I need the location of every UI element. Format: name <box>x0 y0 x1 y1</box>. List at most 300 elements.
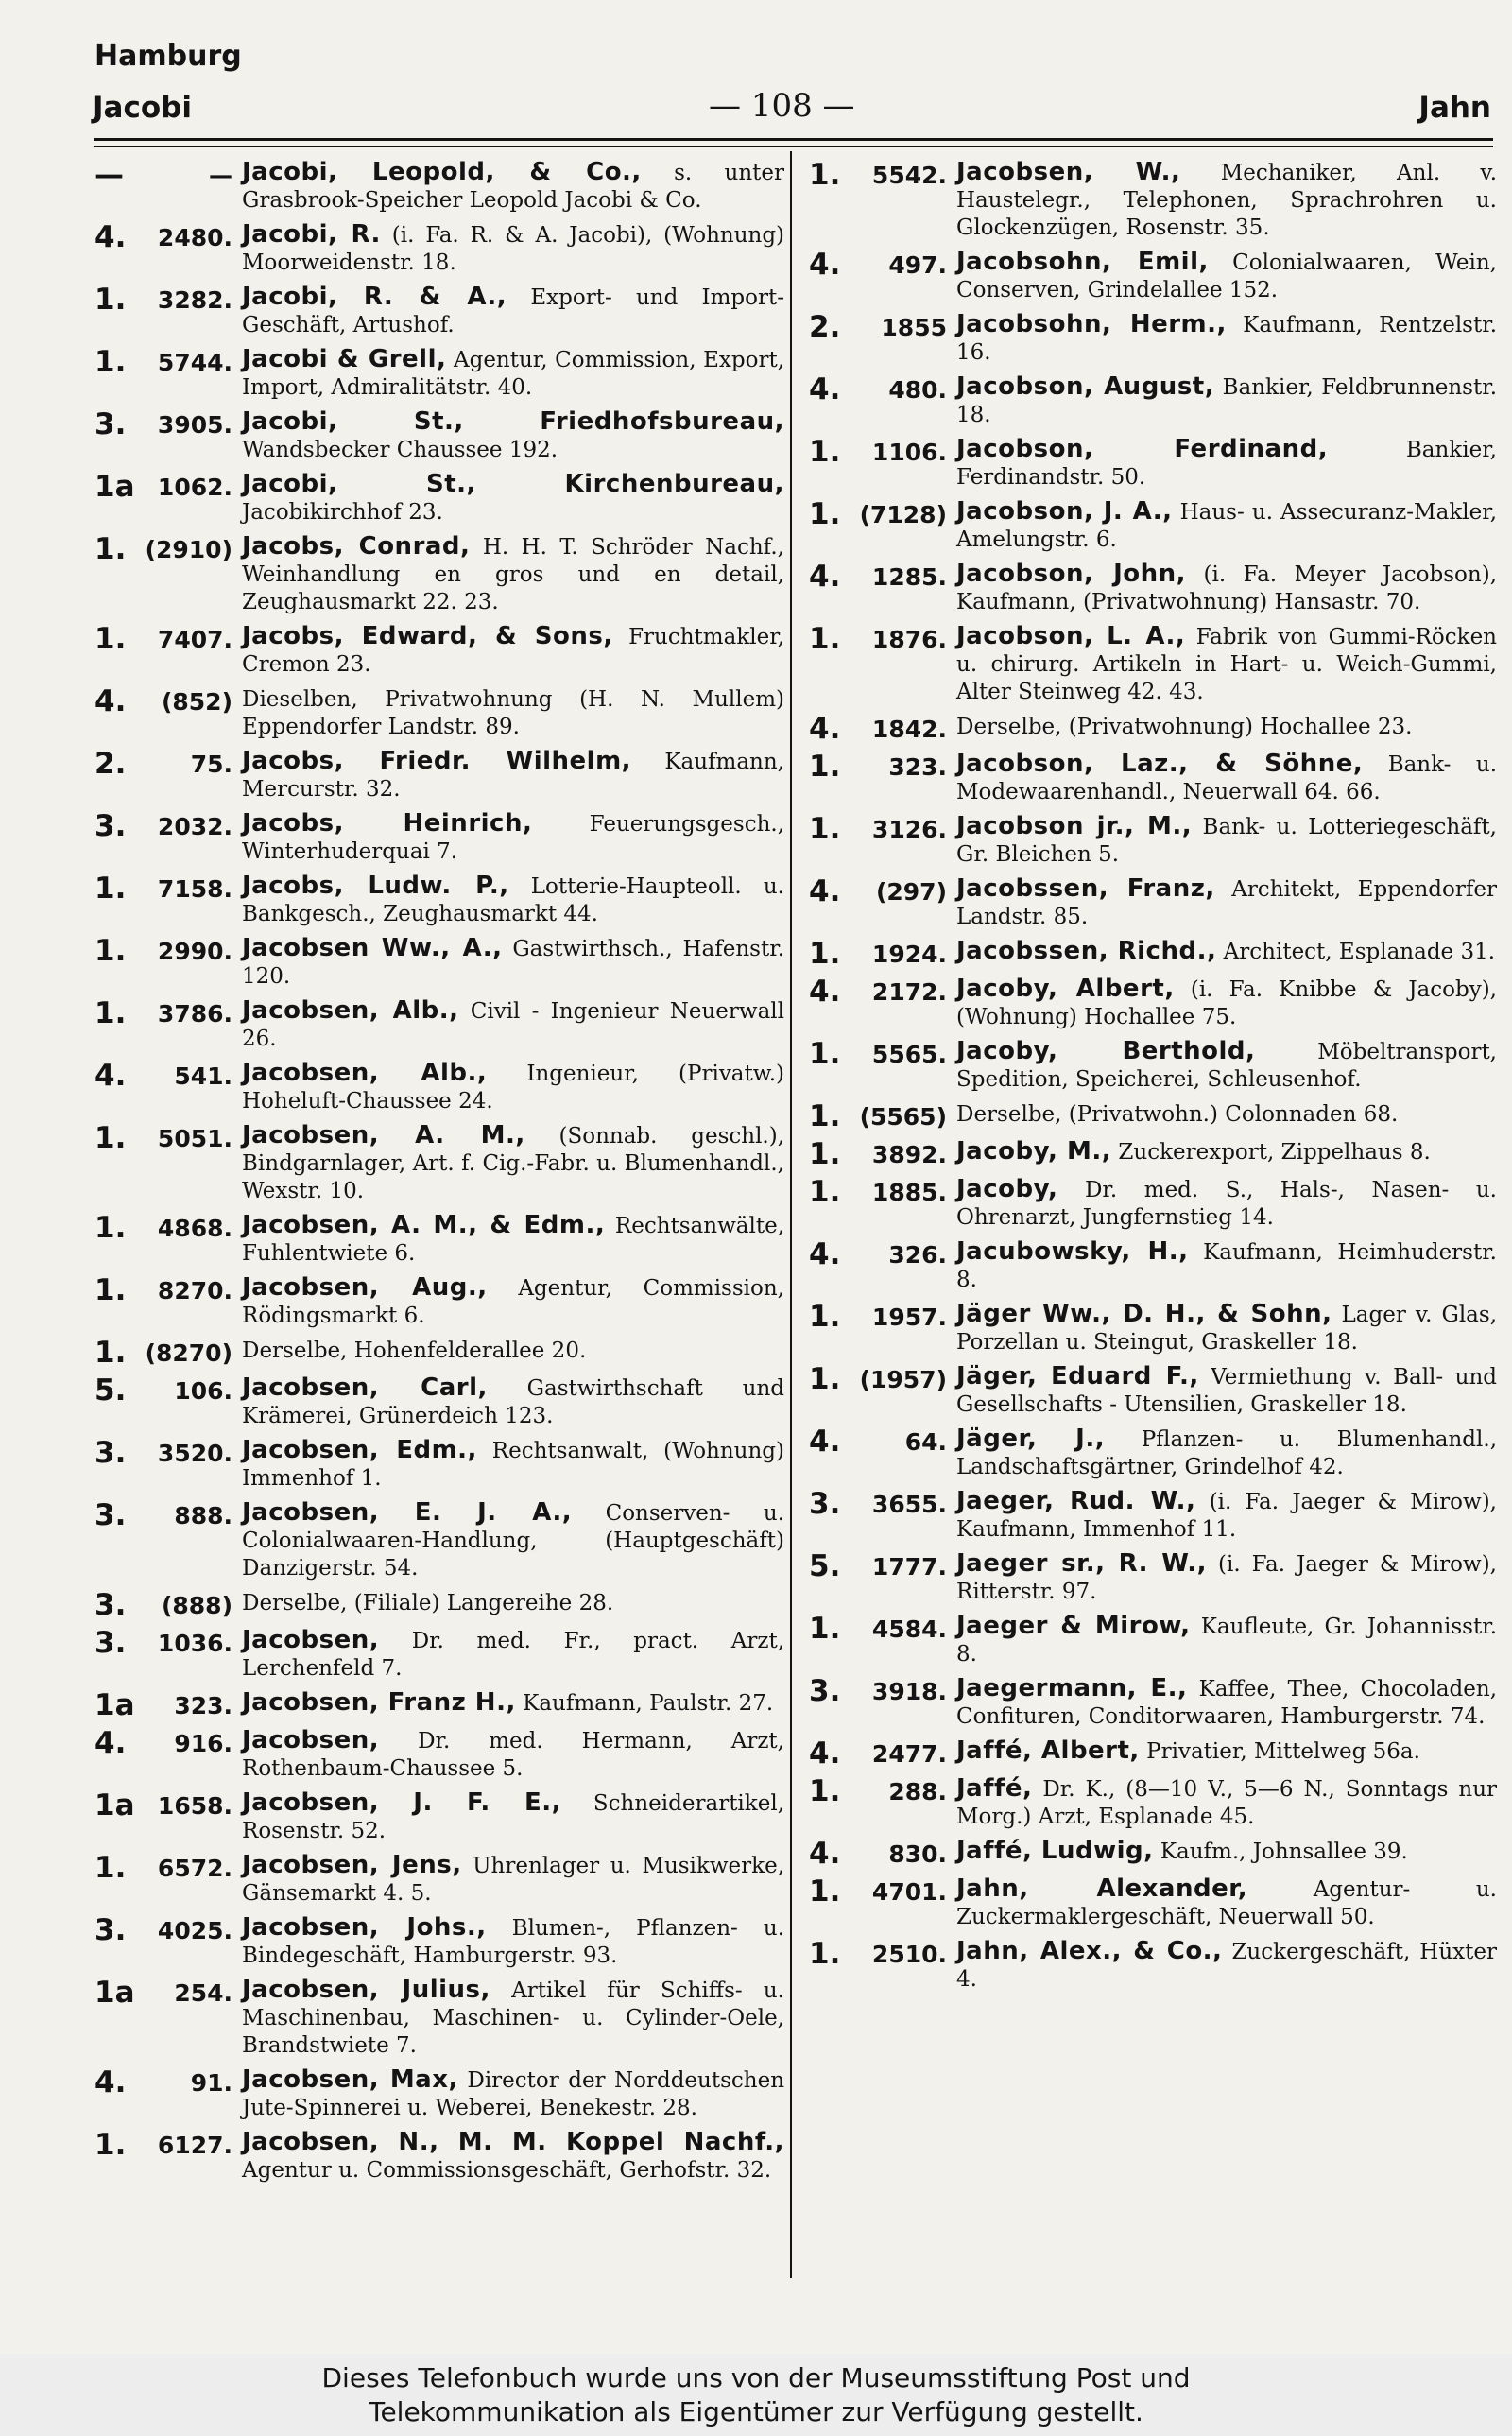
entry-number: 254. <box>174 1979 232 2007</box>
directory-entry <box>94 1977 784 2060</box>
entry-number: 4701. <box>871 1878 947 1906</box>
entry-text <box>242 1274 784 1330</box>
entry-name: Jahn, Alex., & Co., <box>956 1937 1223 1965</box>
entry-number: 2172. <box>871 978 947 1006</box>
entry-exchange: 1. <box>94 996 127 1030</box>
entry-exchange: 1. <box>809 1099 841 1133</box>
entry-name: Jacobson, August, <box>956 372 1215 401</box>
entry-name: Jaeger, Rud. W., <box>956 1487 1196 1515</box>
entry-exchange: 4. <box>809 712 841 746</box>
entry-details: Rechtsanwälte, Fuhlentwiete 6. <box>242 1214 785 1266</box>
entry-details: Agentur, Commission, Export, Import, Admiralitätstr. 40. <box>242 348 785 400</box>
directory-entry <box>809 159 1497 242</box>
entry-details: Dr. med. Hermann, Arzt, Rothenbaum-Chaussee 5. <box>242 1729 784 1781</box>
entry-text <box>956 1363 1497 1419</box>
entry-details: Export- und Import-Geschäft, Artushof. <box>242 285 784 337</box>
directory-entry <box>809 249 1497 304</box>
entry-text <box>956 373 1497 429</box>
entry-number: 75. <box>190 751 232 778</box>
entry-text <box>242 997 784 1053</box>
directory-entry <box>94 346 784 402</box>
entry-name: Jacobsen, Alb., <box>242 1059 488 1087</box>
entry-text <box>956 1737 1497 1769</box>
entry-number: 888. <box>174 1502 232 1529</box>
entry-details: Colonialwaaren, Wein, Conserven, Grindelallee 152. <box>956 251 1497 302</box>
entry-number: — <box>209 162 232 189</box>
entry-exchange: 3. <box>94 1626 127 1660</box>
entry-text <box>242 1689 784 1720</box>
entry-text <box>242 623 784 679</box>
entry-name: Jacubowsky, H., <box>956 1237 1189 1266</box>
entry-exchange: 1. <box>94 622 127 656</box>
directory-entry <box>809 1425 1497 1481</box>
entry-name: Jacobson, Ferdinand, <box>956 435 1329 463</box>
entry-text <box>242 159 784 215</box>
entry-exchange: 3. <box>809 1674 841 1708</box>
entry-text <box>242 2066 784 2122</box>
entry-number: 1658. <box>157 1792 232 1820</box>
entry-name: Jacoby, <box>956 1175 1058 1203</box>
entry-number: 3126. <box>871 816 947 843</box>
entry-number: 5744. <box>157 349 232 376</box>
entry-number: 1855 <box>881 314 947 341</box>
entry-details: Bankier, Feldbrunnenstr. 18. <box>956 375 1498 427</box>
directory-entry <box>94 685 784 741</box>
entry-number: 3282. <box>157 286 232 314</box>
entry-number: 1777. <box>871 1553 947 1581</box>
entry-text <box>242 810 784 866</box>
entry-exchange: 1a <box>94 1688 135 1722</box>
entry-text <box>242 2129 784 2185</box>
entry-details: (i. Fa. Knibbe & Jacoby), (Wohnung) Hochallee 75. <box>956 977 1497 1029</box>
entry-name: Jacobi, R. & A., <box>242 283 507 311</box>
directory-entry <box>94 2129 784 2185</box>
entry-exchange: 1. <box>809 750 841 784</box>
entry-text <box>956 159 1497 242</box>
entry-name: Jäger, Eduard F., <box>956 1362 1199 1391</box>
entry-name: Jacobsohn, Herm., <box>956 310 1227 338</box>
entry-name: Jacobsen, A. M., & Edm., <box>242 1211 606 1239</box>
entry-text <box>956 1613 1497 1668</box>
entry-name: Jacobs, Heinrich, <box>242 809 533 838</box>
directory-entry <box>809 373 1497 429</box>
directory-entry <box>94 1437 784 1493</box>
entry-exchange: 1. <box>809 1300 841 1334</box>
entry-exchange: 4. <box>94 2065 127 2099</box>
entry-text <box>956 1775 1497 1831</box>
entry-details: Haus- u. Assecuranz-Makler, Amelungstr. 6. <box>956 500 1497 552</box>
entry-exchange: 1. <box>94 283 127 317</box>
entry-name: Jacobson, John, <box>956 560 1187 588</box>
directory-entry <box>94 935 784 991</box>
entry-number: 916. <box>174 1730 232 1757</box>
entry-details: Agentur- u. Zuckermaklergeschäft, Neuerwall 50. <box>956 1877 1497 1929</box>
entry-number: 1106. <box>871 439 947 466</box>
entry-exchange: 1a <box>94 1976 135 2010</box>
entry-number: 480. <box>888 376 947 404</box>
entry-name: Jacobson jr., M., <box>956 812 1193 840</box>
directory-entry <box>809 1238 1497 1294</box>
directory-entry <box>94 221 784 277</box>
entry-text <box>956 623 1497 706</box>
entry-exchange: 1. <box>809 497 841 531</box>
header-rule-thick <box>94 138 1493 141</box>
entry-text <box>956 1176 1497 1232</box>
entry-exchange: 4. <box>809 372 841 406</box>
directory-entry <box>94 1374 784 1430</box>
entry-text <box>956 1938 1497 1994</box>
entry-number: (2910) <box>145 536 232 563</box>
entry-exchange: 4. <box>94 1059 127 1093</box>
entry-number: (852) <box>161 688 232 716</box>
directory-entry <box>94 284 784 339</box>
entry-details: Civil - Ingenieur Neuerwall 26. <box>242 999 785 1051</box>
entry-name: Jaegermann, E., <box>956 1674 1188 1702</box>
directory-entry <box>94 997 784 1053</box>
entry-text <box>242 748 784 803</box>
entry-details: Derselbe, (Filiale) Langereihe 28. <box>242 1591 614 1615</box>
entry-exchange: 1. <box>94 1121 127 1155</box>
entry-name: Jaeger sr., R. W., <box>956 1549 1208 1578</box>
entry-details: H. H. T. Schröder Nachf., Weinhandlung en gros und en detail, Zeughausmarkt 22. 23. <box>242 535 784 614</box>
entry-details: Derselbe, (Privatwohn.) Colonnaden 68. <box>956 1102 1399 1127</box>
entry-exchange: 1. <box>809 158 841 192</box>
entry-details: Wandsbecker Chaussee 192. <box>242 438 558 462</box>
directory-entry <box>94 408 784 464</box>
entry-number: 2510. <box>871 1941 947 1968</box>
directory-entry <box>94 2066 784 2122</box>
entry-exchange: 1. <box>809 812 841 846</box>
page-number: — 108 — <box>709 87 855 125</box>
entry-name: Jacobssen, Franz, <box>956 874 1215 903</box>
right-column <box>809 159 1497 2000</box>
entry-text <box>956 436 1497 492</box>
directory-entry <box>809 1363 1497 1419</box>
entry-details: Kaffee, Thee, Chocoladen, Confituren, Conditorwaaren, Hamburgerstr. 74. <box>956 1677 1497 1729</box>
entry-name: Jacobi & Grell, <box>242 345 447 373</box>
entry-exchange: 1. <box>94 532 127 566</box>
entry-details: Vermiethung v. Ball- und Gesellschafts - Utensilien, Graskeller 18. <box>956 1365 1497 1417</box>
entry-number: 3905. <box>157 411 232 439</box>
directory-entry <box>809 976 1497 1031</box>
entry-exchange: 3. <box>94 809 127 843</box>
directory-entry <box>809 498 1497 554</box>
directory-entry <box>809 1100 1497 1132</box>
directory-entry <box>809 1550 1497 1606</box>
entry-exchange: 4. <box>809 975 841 1009</box>
entry-text <box>956 1550 1497 1606</box>
entry-number: 3892. <box>871 1141 947 1168</box>
entry-details: Bankier, Ferdinandstr. 50. <box>956 438 1497 490</box>
entry-number: 1957. <box>871 1304 947 1331</box>
entry-text <box>956 1425 1497 1481</box>
entry-number: 6572. <box>157 1855 232 1882</box>
entry-details: Zuckerexport, Zippelhaus 8. <box>1118 1140 1431 1165</box>
entry-details: Zuckergeschäft, Hüxter 4. <box>956 1940 1497 1992</box>
entry-name: Jacobsen, A. M., <box>242 1121 525 1149</box>
entry-text <box>956 713 1497 744</box>
entry-exchange: 5. <box>809 1549 841 1583</box>
entry-details: Conserven- u. Colonialwaaren-Handlung, (Hauptgeschäft) Danzigerstr. 54. <box>242 1501 785 1581</box>
entry-exchange: 4. <box>94 684 127 718</box>
entry-number: 2990. <box>157 938 232 965</box>
entry-name: Jacobsen, <box>242 1626 380 1654</box>
entry-name: Jacobsen, Carl, <box>242 1373 488 1402</box>
entry-exchange: 2. <box>809 310 841 344</box>
entry-name: Jacobs, Edward, & Sons, <box>242 622 613 650</box>
entry-number: 5565. <box>871 1041 947 1068</box>
entry-text <box>242 935 784 991</box>
header-right-name: Jahn <box>1418 91 1491 125</box>
entry-name: Jacobsen, Alb., <box>242 996 459 1025</box>
entry-details: Architect, Esplanade 31. <box>1223 940 1496 964</box>
entry-number: 6127. <box>157 2132 232 2159</box>
directory-entry <box>809 813 1497 869</box>
entry-number: 497. <box>888 251 947 279</box>
entry-details: Dr. med. Fr., pract. Arzt, Lerchenfeld 7. <box>242 1629 785 1681</box>
directory-entry <box>809 713 1497 744</box>
entry-exchange: 1. <box>809 1175 841 1209</box>
directory-entry <box>809 1176 1497 1232</box>
entry-number: (7128) <box>859 501 947 528</box>
entry-number: 2480. <box>157 224 232 251</box>
entry-exchange: — <box>94 158 124 192</box>
entry-name: Jacobi, St., Friedhofsbureau, <box>242 407 784 436</box>
entry-exchange: 1. <box>94 934 127 968</box>
entry-number: 1036. <box>157 1630 232 1657</box>
directory-entry <box>94 1689 784 1720</box>
entry-exchange: 3. <box>809 1487 841 1521</box>
entry-text <box>242 1437 784 1493</box>
entry-details: Rechtsanwalt, (Wohnung) Immenhof 1. <box>242 1439 784 1491</box>
directory-entry <box>809 623 1497 706</box>
entry-details: Lotterie-Haupteoll. u. Bankgesch., Zeughausmarkt 44. <box>242 874 784 926</box>
entry-text <box>956 498 1497 554</box>
directory-entry <box>809 1138 1497 1169</box>
entry-number: 5051. <box>157 1125 232 1152</box>
entry-number: 5542. <box>871 162 947 189</box>
entry-text <box>956 1301 1497 1356</box>
directory-entry <box>809 938 1497 969</box>
entry-text <box>956 561 1497 616</box>
left-column <box>94 159 784 2191</box>
entry-exchange: 1. <box>94 1336 127 1370</box>
entry-exchange: 3. <box>94 1588 127 1622</box>
entry-text <box>242 1914 784 1970</box>
header-left-name: Jacobi <box>93 91 192 125</box>
entry-text <box>956 1238 1497 1294</box>
entry-name: Jacoby, Albert, <box>956 975 1175 1003</box>
entry-text <box>956 1838 1497 1869</box>
entry-text <box>242 1977 784 2060</box>
entry-name: Jaeger & Mirow, <box>956 1612 1191 1640</box>
footer-notice <box>0 2354 1512 2436</box>
entry-name: Jäger, J., <box>956 1425 1106 1453</box>
entry-details: Kaufmann, Rentzelstr. 16. <box>956 313 1498 365</box>
entry-number: (1957) <box>859 1366 947 1393</box>
entry-text <box>242 1852 784 1908</box>
entry-name: Jacobsen Ww., A., <box>242 934 503 962</box>
entry-text <box>242 1337 784 1368</box>
entry-text <box>242 1789 784 1845</box>
entry-number: 91. <box>190 2069 232 2097</box>
entry-details: Derselbe, (Privatwohnung) Hochallee 23. <box>956 715 1413 739</box>
entry-exchange: 5. <box>94 1373 127 1408</box>
entry-number: 1876. <box>871 626 947 653</box>
entry-name: Jäger Ww., D. H., & Sohn, <box>956 1300 1332 1328</box>
entry-number: 326. <box>888 1241 947 1269</box>
directory-entry <box>809 875 1497 931</box>
entry-text <box>956 311 1497 367</box>
entry-exchange: 4. <box>809 1736 841 1771</box>
entry-number: 1842. <box>871 716 947 743</box>
entry-text <box>956 1875 1497 1931</box>
entry-text <box>242 1122 784 1205</box>
directory-entry <box>809 1875 1497 1931</box>
entry-name: Jacobsen, Johs., <box>242 1913 487 1942</box>
entry-exchange: 1a <box>94 1788 135 1823</box>
entry-details: s. unter Grasbrook-Speicher Leopold Jacobi & Co. <box>242 161 784 213</box>
entry-details: Pflanzen- u. Blumenhandl., Landschaftsgärtner, Grindelhof 42. <box>956 1427 1498 1479</box>
entry-name: Jacoby, Berthold, <box>956 1037 1256 1065</box>
entry-details: Mechaniker, Anl. v. Haustelegr., Telephonen, Sprachrohren u. Glockenzügen, Rosenstr. 35. <box>956 161 1498 240</box>
directory-entry <box>809 751 1497 806</box>
entry-details: Gastwirthsch., Hafenstr. 120. <box>242 937 785 989</box>
entry-details: Kaufmann, Heimhuderstr. 8. <box>956 1240 1497 1292</box>
entry-text <box>242 1627 784 1683</box>
entry-number: 1285. <box>871 563 947 591</box>
entry-exchange: 1. <box>809 1937 841 1971</box>
entry-details: (i. Fa. Jaeger & Mirow), Ritterstr. 97. <box>956 1552 1497 1604</box>
entry-exchange: 4. <box>94 220 127 254</box>
directory-entry <box>94 1122 784 1205</box>
entry-name: Jaffé, Albert, <box>956 1736 1140 1765</box>
entry-details: Jacobikirchhof 23. <box>242 500 443 525</box>
entry-details: Kaufmann, Mercurstr. 32. <box>242 750 784 802</box>
entry-exchange: 1. <box>94 345 127 379</box>
directory-entry <box>94 1627 784 1683</box>
entry-number: 1924. <box>871 941 947 968</box>
entry-exchange: 1. <box>809 622 841 656</box>
entry-exchange: 1. <box>809 1362 841 1396</box>
entry-details: Agentur, Commission, Rödingsmarkt 6. <box>242 1276 784 1328</box>
entry-name: Jacobsen, <box>242 1726 380 1754</box>
entry-exchange: 4. <box>809 874 841 908</box>
entry-name: Jaffé, <box>956 1774 1033 1803</box>
directory-entry <box>809 436 1497 492</box>
entry-number: 64. <box>904 1428 947 1456</box>
entry-text <box>242 685 784 741</box>
entry-exchange: 1. <box>94 2128 127 2162</box>
entry-text <box>956 1100 1497 1132</box>
directory-entry <box>94 1060 784 1115</box>
entry-details: Fabrik von Gummi-Röcken u. chirurg. Artikeln in Hart- u. Weich-Gummi, Alter Steinweg 42. 43. <box>956 625 1497 704</box>
entry-name: Jacobsohn, Emil, <box>956 248 1209 276</box>
entry-name: Jacobssen, Richd., <box>956 937 1217 965</box>
directory-entry <box>94 748 784 803</box>
entry-exchange: 3. <box>94 1436 127 1470</box>
entry-text <box>242 1374 784 1430</box>
entry-name: Jacobsen, E. J. A., <box>242 1498 573 1527</box>
directory-entry <box>94 533 784 616</box>
entry-details: Artikel für Schiffs- u. Maschinenbau, Maschinen- u. Cylinder-Oele, Brandstwiete 7. <box>242 1978 784 2058</box>
entry-name: Jacobsen, N., M. M. Koppel Nachf., <box>242 2128 784 2156</box>
entry-text <box>242 533 784 616</box>
entry-exchange: 1. <box>809 1612 841 1646</box>
entry-exchange: 1. <box>94 1851 127 1885</box>
entry-name: Jacobson, J. A., <box>956 497 1173 526</box>
entry-details: Uhrenlager u. Musikwerke, Gänsemarkt 4. 5. <box>242 1854 785 1906</box>
directory-entry <box>94 1727 784 1783</box>
entry-number: 4584. <box>871 1615 947 1643</box>
directory-entry <box>94 471 784 527</box>
entry-details: Kaufmann, Paulstr. 27. <box>523 1691 774 1716</box>
entry-number: 830. <box>888 1840 947 1868</box>
entry-exchange: 1. <box>809 1137 841 1171</box>
entry-number: 2032. <box>157 813 232 840</box>
entry-number: 323. <box>174 1692 232 1719</box>
entry-text <box>956 976 1497 1031</box>
footer-line-1: Dieses Telefonbuch wurde uns von der Museumsstiftung Post und <box>321 2362 1191 2393</box>
entry-number: 7407. <box>157 626 232 653</box>
entry-text <box>242 1589 784 1620</box>
entry-details: Bank- u. Modewaarenhandl., Neuerwall 64. 66. <box>956 752 1498 804</box>
entry-details: Blumen-, Pflanzen- u. Bindegeschäft, Hamburgerstr. 93. <box>242 1916 784 1968</box>
entry-text <box>242 221 784 277</box>
entry-exchange: 4. <box>809 1837 841 1871</box>
entry-exchange: 4. <box>809 1237 841 1271</box>
entry-exchange: 3. <box>94 407 127 441</box>
entry-text <box>956 249 1497 304</box>
directory-entry <box>94 1212 784 1268</box>
entry-number: (297) <box>875 878 947 906</box>
directory-entry <box>94 1274 784 1330</box>
entry-name: Jacobs, Friedr. Wilhelm, <box>242 747 632 775</box>
entry-details: Lager v. Glas, Porzellan u. Steingut, Graskeller 18. <box>956 1303 1498 1355</box>
entry-number: 1062. <box>157 474 232 501</box>
entry-number: (5565) <box>859 1103 947 1131</box>
entry-number: 3655. <box>871 1491 947 1518</box>
header-rule-thin <box>94 146 1493 147</box>
entry-name: Jacobsen, Jens, <box>242 1851 462 1879</box>
entry-text <box>242 1212 784 1268</box>
entry-exchange: 2. <box>94 747 127 781</box>
entry-text <box>242 872 784 928</box>
entry-details: Feuerungsgesch., Winterhuderquai 7. <box>242 812 785 864</box>
directory-entry <box>809 1775 1497 1831</box>
entry-text <box>242 471 784 527</box>
entry-details: Möbeltransport, Spedition, Speicherei, Schleusenhof. <box>956 1040 1497 1092</box>
entry-details: Fruchtmakler, Cremon 23. <box>242 625 785 677</box>
entry-number: 4025. <box>157 1917 232 1944</box>
entry-exchange: 1. <box>809 937 841 971</box>
directory-entry <box>94 1914 784 1970</box>
entry-exchange: 4. <box>94 1726 127 1760</box>
entry-details: Dr. med. S., Hals-, Nasen- u. Ohrenarzt, Jungfernstieg 14. <box>956 1178 1497 1230</box>
column-divider <box>790 151 792 2278</box>
entry-name: Jacobsen, Max, <box>242 2065 458 2094</box>
entry-number: 7158. <box>157 875 232 903</box>
entry-text <box>242 1727 784 1783</box>
entry-name: Jacobson, L. A., <box>956 622 1186 650</box>
entry-exchange: 1. <box>94 872 127 906</box>
entry-text <box>956 1138 1497 1169</box>
entry-name: Jacobsen, J. F. E., <box>242 1788 561 1817</box>
entry-text <box>956 938 1497 969</box>
entry-exchange: 1a <box>94 470 135 504</box>
entry-name: Jacobi, St., Kirchenbureau, <box>242 470 784 498</box>
entry-details: (i. Fa. Jaeger & Mirow), Kaufmann, Immenhof 11. <box>956 1490 1497 1542</box>
